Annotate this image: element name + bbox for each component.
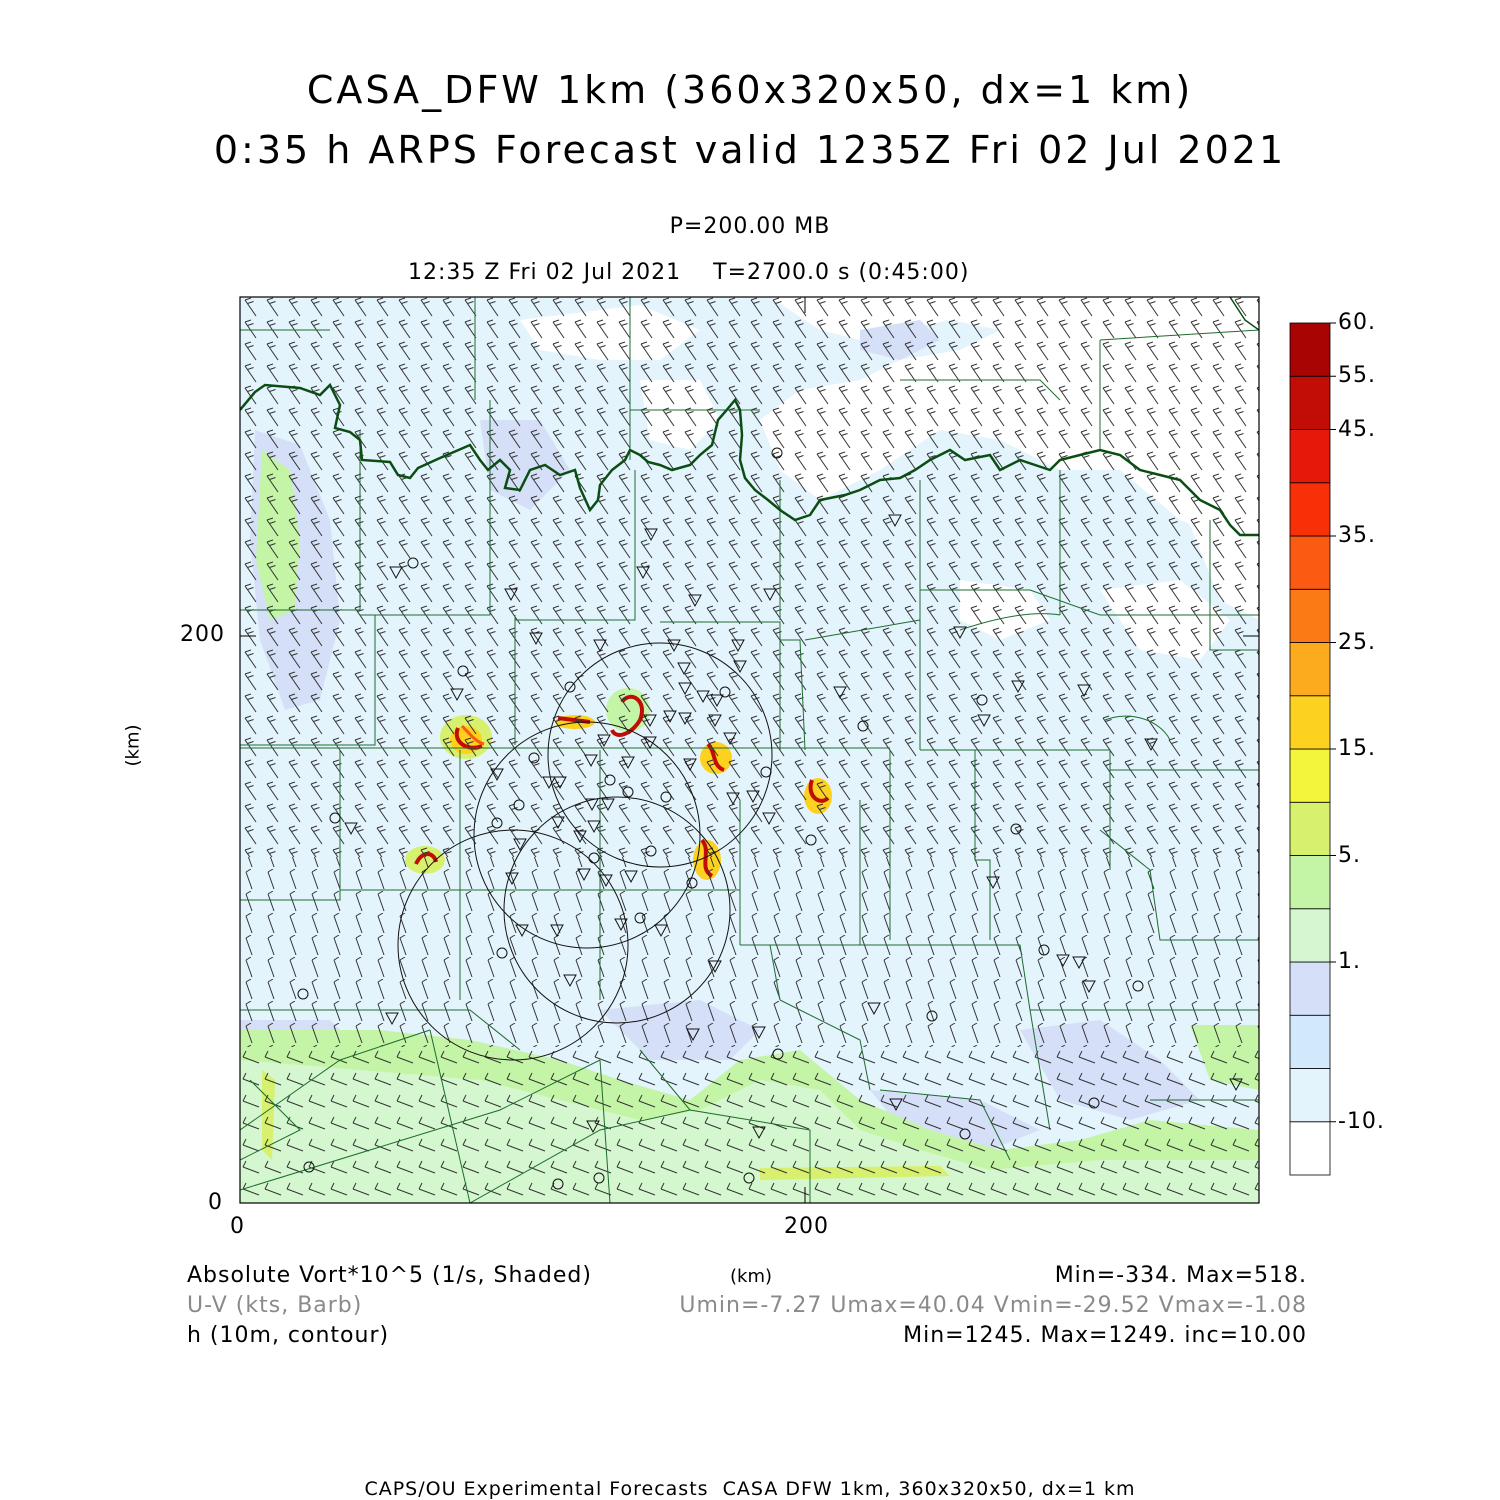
- colorbar-segment: [1290, 696, 1330, 749]
- colorbar-segment: [1290, 909, 1330, 962]
- colorbar-segment: [1290, 749, 1330, 802]
- x-tick-0: 0: [230, 1214, 245, 1239]
- x-tick-200: 200: [784, 1214, 829, 1239]
- colorbar-label: 45.: [1338, 416, 1376, 442]
- legend-field1-stats: Min=-334. Max=518.: [1054, 1263, 1307, 1288]
- colorbar-label: 35.: [1338, 523, 1376, 548]
- colorbar-label: 55.: [1338, 363, 1376, 389]
- colorbar-label: 15.: [1338, 736, 1376, 761]
- y-axis-label: (km): [122, 724, 144, 767]
- barbs-south: [240, 1047, 1259, 1203]
- colorbar-segment: [1290, 430, 1330, 483]
- colorbar-label: -10.: [1338, 1108, 1385, 1134]
- colorbar-label: 60.: [1338, 310, 1376, 335]
- time-label: 12:35 Z Fri 02 Jul 2021 T=2700.0 s (0:45:00): [408, 260, 970, 285]
- colorbar-label: 25.: [1338, 629, 1376, 655]
- legend-field3: h (10m, contour): [187, 1323, 390, 1348]
- y-tick-0: 0: [208, 1190, 223, 1215]
- colorbar: [1290, 323, 1330, 1175]
- footer-text: CAPS/OU Experimental Forecasts CASA DFW 1km, 360x320x50, dx=1 km: [364, 1478, 1136, 1500]
- level-label: P=200.00 MB: [669, 214, 831, 239]
- colorbar-segment: [1290, 483, 1330, 536]
- legend-field2-stats: Umin=-7.27 Umax=40.04 Vmin=-29.52 Vmax=-1.08: [679, 1293, 1307, 1318]
- barbs-north: [240, 297, 1259, 857]
- colorbar-segment: [1290, 536, 1330, 589]
- colorbar-segment: [1290, 856, 1330, 909]
- legend-field1: Absolute Vort*10^5 (1/s, Shaded): [187, 1263, 592, 1288]
- colorbar-label: 1.: [1338, 949, 1361, 974]
- colorbar-segment: [1290, 1015, 1330, 1068]
- colorbar-segment: [1290, 962, 1330, 1015]
- colorbar-segment: [1290, 802, 1330, 855]
- legend-field2: U-V (kts, Barb): [187, 1293, 363, 1318]
- title-line-2: 0:35 h ARPS Forecast valid 1235Z Fri 02 Jul 2021: [213, 128, 1287, 172]
- title-line-1: CASA_DFW 1km (360x320x50, dx=1 km): [306, 68, 1194, 112]
- x-axis-label: (km): [730, 1266, 773, 1287]
- barbs-central: [240, 857, 1259, 1047]
- colorbar-label: 5.: [1338, 842, 1361, 868]
- colorbar-ticks: [1330, 323, 1336, 1122]
- y-tick-200: 200: [180, 622, 225, 647]
- colorbar-segment: [1290, 323, 1330, 376]
- colorbar-segment: [1290, 1122, 1330, 1175]
- colorbar-segment: [1290, 1069, 1330, 1122]
- colorbar-segment: [1290, 589, 1330, 642]
- legend-field3-stats: Min=1245. Max=1249. inc=10.00: [903, 1323, 1307, 1348]
- colorbar-segment: [1290, 643, 1330, 696]
- colorbar-segment: [1290, 376, 1330, 429]
